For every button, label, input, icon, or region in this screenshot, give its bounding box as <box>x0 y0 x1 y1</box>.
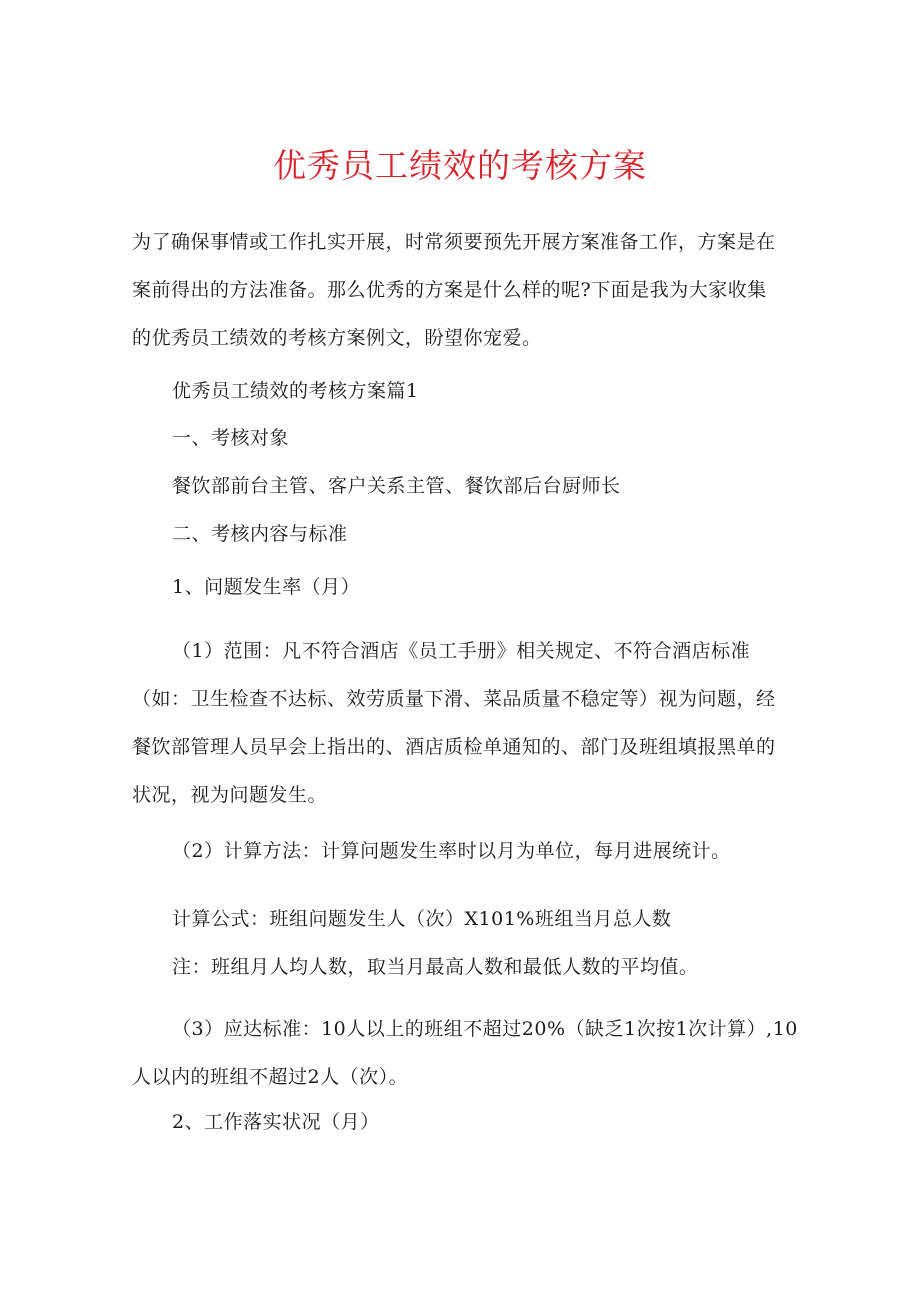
heading-assessment-content: 二、考核内容与标准 <box>172 523 348 545</box>
item-calculation-method: （2）计算方法：计算问题发生率时以月为单位，每月进展统计。 <box>172 840 731 862</box>
scope-line: （1）范围：凡不符合酒店《员工手册》相关规定、不符合酒店标准 <box>172 640 751 662</box>
item-standard-paragraph <box>172 1005 812 1053</box>
standard-line: （3）应达标准：10人以上的班组不超过20%（缺乏1次按1次计算）,10 <box>172 1018 798 1040</box>
scope-line: 状况，视为问题发生。 <box>132 784 328 806</box>
formula-text: 计算公式：班组问题发生人（次）X101%班组当月总人数 <box>172 908 672 930</box>
note-text: 注：班组月人均人数，取当月最高人数和最低人数的平均值。 <box>172 956 699 978</box>
intro-paragraph <box>132 218 792 362</box>
assessment-objects-text: 餐饮部前台主管、客户关系主管、餐饮部后台厨师长 <box>172 475 621 497</box>
heading-assessment-objects: 一、考核对象 <box>172 427 290 449</box>
item-standard-continuation <box>132 1053 812 1101</box>
section-title: 优秀员工绩效的考核方案篇1 <box>172 380 419 402</box>
item-scope-continuation <box>132 675 812 819</box>
document-title: 优秀员工绩效的考核方案 <box>273 146 647 185</box>
intro-line: 的优秀员工绩效的考核方案例文，盼望你宠爱。 <box>132 327 542 349</box>
item-problem-rate: 1、问题发生率（月） <box>172 576 361 598</box>
intro-line: 案前得出的方法准备。那么优秀的方案是什么样的呢?下面是我为大家收集 <box>132 279 767 301</box>
scope-line: （如：卫生检查不达标、效劳质量下滑、菜品质量不稳定等）视为问题，经 <box>132 688 776 710</box>
item-scope-paragraph <box>172 627 812 675</box>
item-work-implementation: 2、工作落实状况（月） <box>172 1111 380 1133</box>
standard-line: 人以内的班组不超过2人（次）。 <box>132 1066 409 1088</box>
intro-line: 为了确保事情或工作扎实开展，时常须要预先开展方案准备工作，方案是在 <box>132 231 776 253</box>
scope-line: 餐饮部管理人员早会上指出的、酒店质检单通知的、部门及班组填报黑单的 <box>132 736 776 758</box>
